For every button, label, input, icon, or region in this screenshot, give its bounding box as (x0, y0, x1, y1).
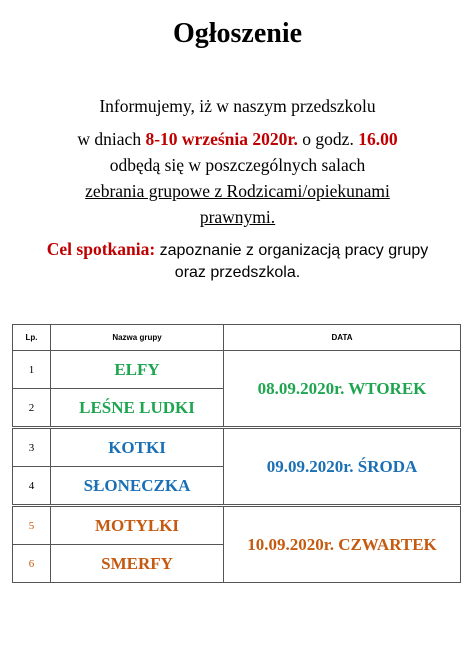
intro-line-2-pre: w dniach (77, 129, 146, 149)
goal-text-1: zapoznanie z organizacją pracy grupy (155, 242, 429, 259)
table-row (13, 351, 461, 389)
intro-line-3: odbędą się w poszczególnych salach (109, 155, 366, 175)
row-lp: 3 (13, 428, 51, 467)
header-lp: Lp. (13, 325, 51, 351)
row-lp: 6 (13, 545, 51, 583)
group-name: MOTYLKI (51, 506, 224, 545)
row-lp: 1 (13, 351, 51, 389)
meeting-dates: 8-10 września 2020r. (145, 129, 298, 149)
row-lp: 2 (13, 389, 51, 428)
group-date: 08.09.2020r. WTOREK (224, 351, 461, 428)
table-row (13, 506, 461, 545)
table-header-row (13, 325, 461, 351)
intro-line-1: Informujemy, iż w naszym przedszkolu (99, 96, 376, 116)
intro-line-2-mid: o godz. (297, 129, 359, 149)
row-lp: 5 (13, 506, 51, 545)
intro-line-5: prawnymi. (199, 207, 276, 227)
group-date: 09.09.2020r. ŚRODA (224, 428, 461, 506)
page-title: Ogłoszenie (172, 18, 303, 49)
group-name: KOTKI (51, 428, 224, 467)
group-date: 10.09.2020r. CZWARTEK (224, 506, 461, 583)
schedule-table (12, 324, 461, 583)
group-name: SŁONECZKA (51, 467, 224, 506)
goal-label: Cel spotkania: (46, 239, 156, 259)
goal-line-2: oraz przedszkola. (174, 264, 301, 281)
group-name: ELFY (51, 351, 224, 389)
intro-line-2 (0, 127, 475, 151)
goal-line-1 (0, 237, 475, 263)
group-name: SMERFY (51, 545, 224, 583)
group-name: LEŚNE LUDKI (51, 389, 224, 428)
header-group-name: Nazwa grupy (51, 325, 224, 351)
header-date: DATA (224, 325, 461, 351)
meeting-time: 16.00 (358, 129, 398, 149)
table-row (13, 428, 461, 467)
row-lp: 4 (13, 467, 51, 506)
intro-line-4: zebrania grupowe z Rodzicami/opiekunami (85, 181, 390, 201)
